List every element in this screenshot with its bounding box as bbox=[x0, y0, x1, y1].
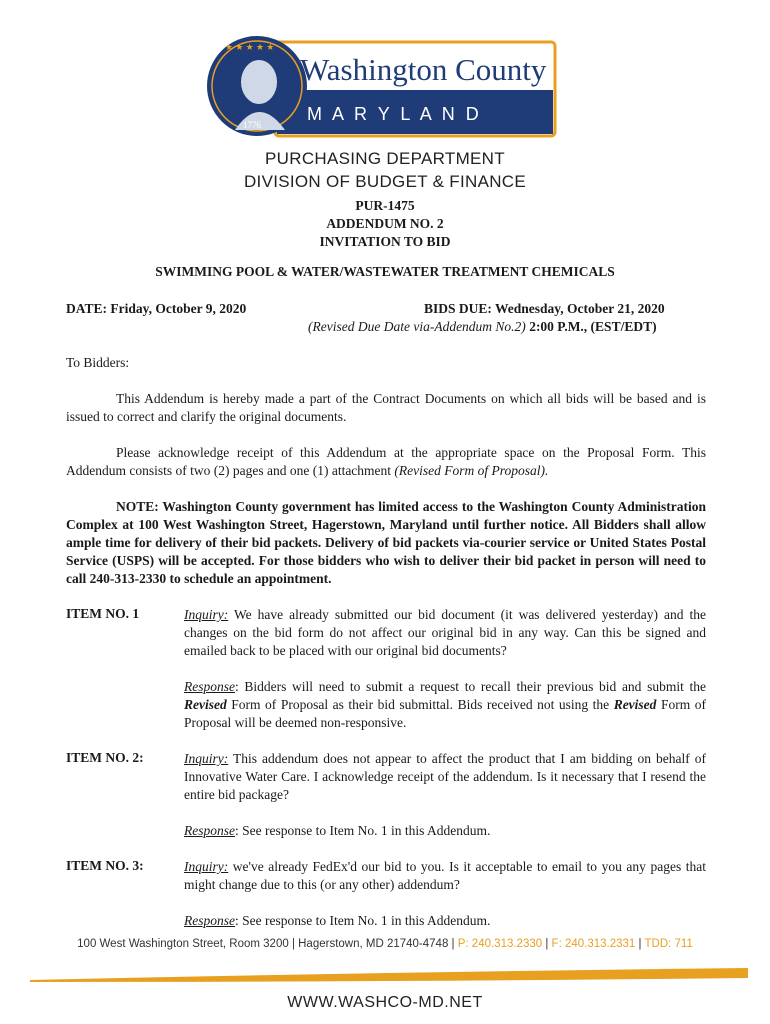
footer-separator-2: | bbox=[635, 938, 645, 950]
item-3-response-label: Response bbox=[184, 913, 235, 928]
item-2-label: ITEM NO. 2: bbox=[66, 750, 144, 765]
item-2-inquiry bbox=[184, 750, 706, 804]
item-1-response-text-b: Form of Proposal as their bid submittal. Bids received not using the bbox=[226, 697, 614, 712]
footer-separator-1: | bbox=[542, 938, 552, 950]
bids-due: BIDS DUE: Wednesday, October 21, 2020 bbox=[424, 301, 665, 316]
logo-year: 1776 bbox=[243, 120, 261, 130]
footer-phone: P: 240.313.2330 bbox=[457, 938, 543, 950]
dept-line-2: DIVISION OF BUDGET & FINANCE bbox=[243, 172, 526, 191]
item-3-response-text: : See response to Item No. 1 in this Addendum. bbox=[235, 913, 491, 928]
svg-text:★ ★ ★ ★ ★: ★ ★ ★ ★ ★ bbox=[225, 42, 275, 52]
paragraph-2-text: Please acknowledge receipt of this Addendum at the appropriate space on the Proposal Form. This Addendum consists of two (2) pages and one (1) attachment bbox=[66, 445, 706, 478]
item-2-inquiry-label: Inquiry: bbox=[184, 751, 229, 766]
footer-address-line bbox=[0, 938, 770, 950]
invitation-title: INVITATION TO BID bbox=[319, 234, 451, 249]
revised-due-line bbox=[308, 318, 657, 336]
item-3-response bbox=[184, 912, 706, 930]
footer-address: 100 West Washington Street, Room 3200 | Hagerstown, MD 21740-4748 | bbox=[77, 938, 458, 950]
salutation: To Bidders: bbox=[66, 355, 130, 370]
item-1-response bbox=[184, 678, 706, 732]
item-3-label: ITEM NO. 3: bbox=[66, 858, 144, 873]
item-2-response-label: Response bbox=[184, 823, 235, 838]
revised-due-note: (Revised Due Date via-Addendum No.2) bbox=[308, 319, 526, 334]
paragraph-2 bbox=[66, 444, 706, 480]
due-time: 2:00 P.M., (EST/EDT) bbox=[525, 319, 657, 334]
item-2-response bbox=[184, 822, 706, 840]
item-1-label: ITEM NO. 1 bbox=[66, 606, 140, 621]
item-3-inquiry-label: Inquiry: bbox=[184, 859, 229, 874]
reference-number: PUR-1475 bbox=[355, 198, 415, 213]
item-1-revised-2: Revised bbox=[613, 697, 657, 712]
item-1-response-text-c: Form of Proposal will be deemed non-responsive. bbox=[184, 697, 706, 730]
item-1-inquiry bbox=[184, 606, 706, 660]
item-2-inquiry-text: This addendum does not appear to affect the product that I am bidding on behalf of Innovative Water Care. I acknowledge receipt of the addendum. Is it necessary that I resend the entire bid package? bbox=[184, 751, 706, 802]
footer-website: WWW.WASHCO-MD.NET bbox=[287, 994, 483, 1011]
washington-county-logo bbox=[205, 30, 563, 142]
item-1-revised-1: Revised bbox=[184, 697, 227, 712]
item-3-inquiry-text: we've already FedEx'd our bid to you. Is it acceptable to email to you any pages that might change due to this (or any other) addendum? bbox=[184, 859, 706, 892]
item-1-inquiry-label: Inquiry: bbox=[184, 607, 229, 622]
item-1-inquiry-text: We have already submitted our bid document (it was delivered yesterday) and the changes on the bid form do not affect our original bid in any way. Can this be signed and emailed back to be placed with our original bid documents? bbox=[184, 607, 706, 658]
item-1-response-text-a: : Bidders will need to submit a request to recall their previous bid and submit the bbox=[235, 679, 706, 694]
addendum-number: ADDENDUM NO. 2 bbox=[326, 216, 444, 231]
footer-swoosh-bar bbox=[30, 964, 748, 986]
item-2-response-text: : See response to Item No. 1 in this Addendum. bbox=[235, 823, 491, 838]
item-1-response-label: Response bbox=[184, 679, 235, 694]
footer-tdd: TDD: 711 bbox=[644, 938, 693, 950]
footer-fax: F: 240.313.2331 bbox=[551, 938, 636, 950]
bid-subject: SWIMMING POOL & WATER/WASTEWATER TREATMENT CHEMICALS bbox=[155, 264, 615, 279]
note-paragraph: NOTE: Washington County government has limited access to the Washington County Administration Complex at 100 West Washington Street, Hagerstown, Maryland until further notice. All Bidders shall allow ample time for delivery of their bid packets. Delivery of bid packets via-courier service or United States Postal Service (USPS) will be accepted. For those bidders who wish to deliver their bid packet in person will need to call 240-313-2330 to schedule an appointment. bbox=[66, 499, 706, 586]
logo-state: M A R Y L A N D bbox=[307, 104, 482, 124]
dept-line-1: PURCHASING DEPARTMENT bbox=[265, 149, 505, 168]
item-3-inquiry bbox=[184, 858, 706, 894]
paragraph-1: This Addendum is hereby made a part of the Contract Documents on which all bids will be based and is issued to correct and clarify the original documents. bbox=[66, 391, 706, 424]
logo-county-name: Washington County bbox=[300, 52, 547, 87]
paragraph-2-attachment: (Revised Form of Proposal). bbox=[394, 463, 549, 478]
date-line: DATE: Friday, October 9, 2020 bbox=[66, 301, 247, 316]
